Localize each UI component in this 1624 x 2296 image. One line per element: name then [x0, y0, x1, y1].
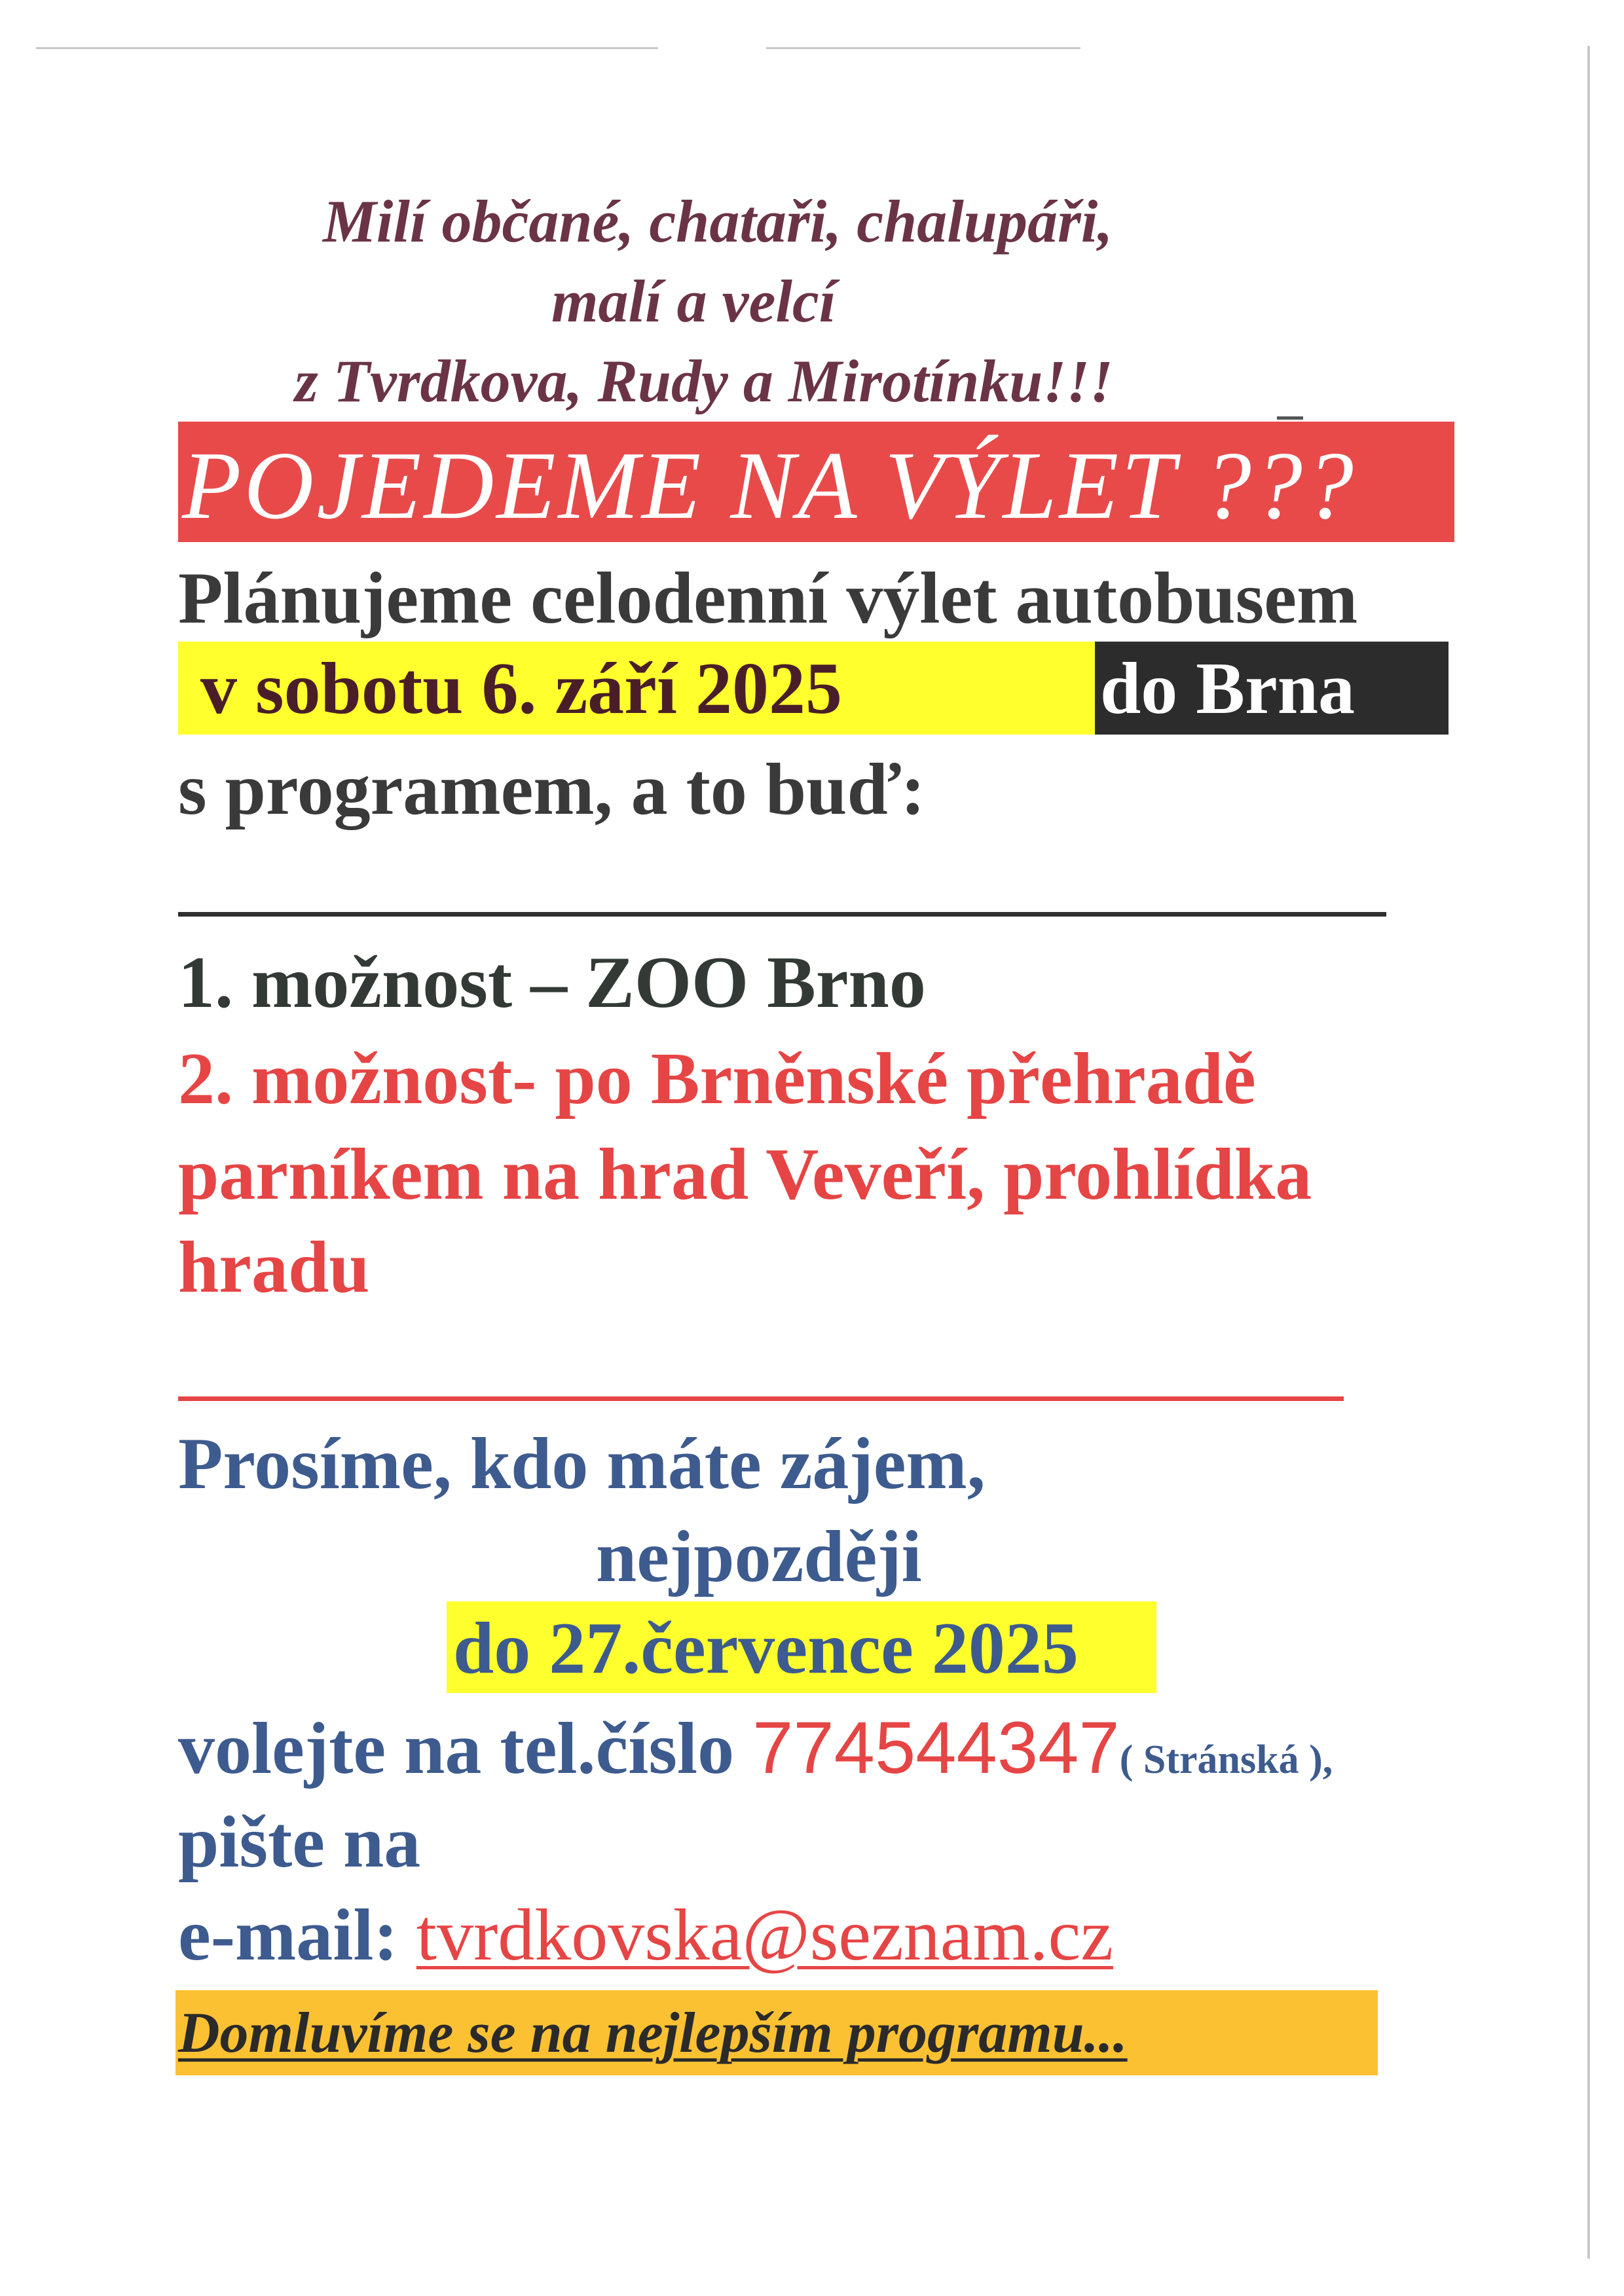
divider-bottom	[178, 1396, 1344, 1401]
plan-line: Plánujeme celodenní výlet autobusem	[178, 558, 1358, 639]
option-2-line-2: parníkem na hrad Veveří, prohlídka	[178, 1134, 1312, 1215]
deadline-date: do 27.července 2025	[453, 1608, 1079, 1689]
phone-number[interactable]: 774544347	[752, 1707, 1120, 1789]
divider-top	[178, 912, 1386, 917]
stray-mark	[1277, 416, 1303, 420]
title-banner	[178, 422, 1454, 542]
page-title: POJEDEME NA VÝLET ???	[182, 432, 1356, 539]
contact-deadline-label: nejpozději	[596, 1516, 922, 1597]
option-2-line-3: hradu	[178, 1227, 370, 1308]
email-link[interactable]: tvrdkovska@seznam.cz	[416, 1895, 1113, 1976]
email-label: e-mail:	[178, 1895, 398, 1976]
trip-date: v sobotu 6. září 2025	[200, 648, 842, 729]
greeting-line-2: malí a velcí	[551, 268, 836, 335]
email-line	[178, 1895, 1113, 1976]
closing-text: Domluvíme se na nejlepším programu...	[178, 2001, 1128, 2065]
option-2-line-1: 2. možnost- po Brněnské přehradě	[178, 1038, 1256, 1120]
phone-line	[178, 1707, 1333, 1789]
trip-destination: do Brna	[1100, 648, 1355, 729]
greeting-line-3: z Tvrdkova, Rudy a Mirotínku!!!	[295, 348, 1113, 414]
closing-banner	[175, 1990, 1378, 2075]
phone-contact-name: ( Stránská ),	[1119, 1738, 1333, 1782]
greeting-line-1: Milí občané, chataři, chalupáři,	[323, 188, 1113, 255]
program-intro: s programem, a to buď:	[178, 749, 925, 830]
option-1: 1. možnost – ZOO Brno	[178, 942, 926, 1023]
scan-line-right-edge	[1587, 46, 1590, 2259]
phone-prefix: volejte na tel.číslo	[178, 1708, 735, 1789]
scan-line-top-right	[766, 47, 1080, 49]
write-line: pište na	[178, 1802, 421, 1883]
scan-line-top-left	[36, 47, 658, 49]
contact-request: Prosíme, kdo máte zájem,	[178, 1423, 986, 1504]
